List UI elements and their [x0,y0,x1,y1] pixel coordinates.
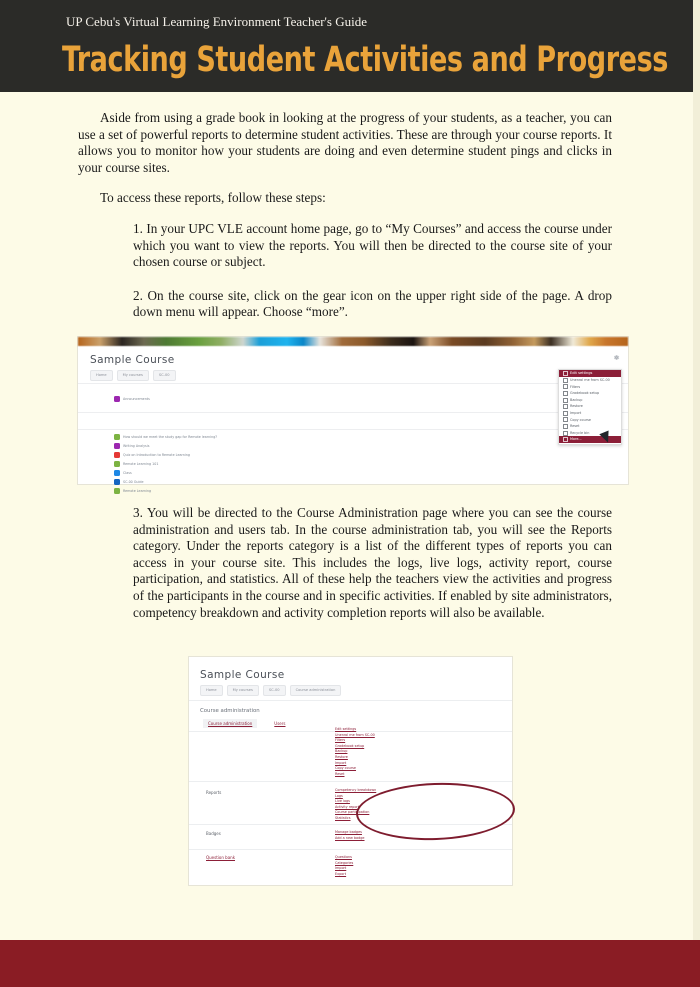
gear-dropdown-menu [558,369,622,445]
menu-item-label: Recycle bin [570,430,590,435]
reports-row-label: Reports [206,790,222,795]
activity-row[interactable] [114,443,149,449]
menu-item-label: Filters [570,384,581,389]
filter-icon [563,384,568,389]
breadcrumb-item[interactable]: Home [200,685,223,696]
gradebook-icon [563,391,568,396]
reports-highlight-ellipse [355,780,516,843]
report-link[interactable]: Logs [335,793,343,798]
badges-links-column [335,830,365,841]
menu-item[interactable] [559,403,621,410]
menu-item-label: Unenrol me from SC-00 [570,378,610,382]
report-link[interactable]: Course participation [335,810,370,815]
footer-text: UP Cebu's Virtual Learning Environment Teacher's Guide [66,14,367,29]
report-link[interactable]: Statistics [335,815,351,820]
forum-icon [114,396,120,402]
breadcrumb-item[interactable]: SC-00 [263,685,286,696]
activity-icon [114,470,120,476]
copy-course-icon [563,417,568,422]
admin-link[interactable]: Copy course [335,766,357,771]
menu-item[interactable] [559,384,621,391]
activity-row[interactable] [114,479,144,485]
unenrol-icon [563,378,568,383]
admin-link[interactable]: Import [335,760,347,765]
section-heading: Course administration [200,708,260,714]
activity-label: SC-00 Guide [123,479,144,484]
activity-label: Remote Learning [123,488,152,493]
breadcrumb-1 [90,370,176,381]
activity-label: Quiz on Introduction to Remote Learning [123,452,190,457]
step-3: 3. You will be directed to the Course Administration page where you can see the course administration and users tab. In the course administration tab, you will see the Reports category. Under the reports category is a list of the different types of reports you can access in your course site. This includes the logs, live logs, activity report, course participation, and statistics. All of these help the teachers view the activities and progress of the participants in the course and in specific activities. If enabled by site administrators, competency breakdown and activity completion reports will also be available. [133,505,612,620]
menu-item-label: Copy course [570,417,592,422]
breadcrumb-2 [200,685,341,696]
activity-row[interactable] [114,434,217,440]
tab-users[interactable]: Users [274,721,286,726]
admin-links-column [335,727,375,777]
restore-icon [563,404,568,409]
announcement-label: Announcements [123,396,150,401]
divider [189,781,512,782]
import-icon [563,411,568,416]
admin-link[interactable]: Gradebook setup [335,743,365,748]
menu-item-label: More... [570,437,582,442]
report-link[interactable]: Competency breakdown [335,788,377,792]
activity-icon [114,443,120,449]
menu-item[interactable] [559,377,621,384]
menu-item-label: Backup [570,397,583,402]
menu-item[interactable] [559,410,621,417]
intro-paragraph: Aside from using a grade book in looking at the progress of your students, as a teacher, you can use a set of powerful reports to determine student activities. These are through your course reports. It allows you to monitor how your students are doing and even determine student pings and clicks in your course sites. [78,110,612,175]
report-link[interactable]: Live logs [335,799,350,804]
activity-icon [114,434,120,440]
menu-item-label: Gradebook setup [570,391,600,396]
announcement-row[interactable] [114,396,150,402]
admin-link[interactable]: Unenrol me from SC-00 [335,732,375,737]
menu-item-label: Restore [570,404,583,409]
recycle-bin-icon [563,431,568,436]
steps-list-2 [133,505,612,621]
activity-label: How should we meet the study gap for Remote learning? [123,434,218,439]
steps-list [133,221,612,321]
question-bank-row-label[interactable]: Question bank [206,855,236,860]
admin-link[interactable]: Restore [335,754,348,759]
divider [78,412,628,413]
divider [189,700,512,701]
menu-item[interactable] [559,390,621,397]
activity-icon [114,452,120,458]
right-edge-stripe [693,0,700,940]
menu-item[interactable] [559,417,621,424]
activity-label: Writing Analysis [123,443,150,448]
breadcrumb-item[interactable]: SC-00 [153,370,176,381]
activity-icon [114,479,120,485]
gear-icon[interactable] [613,354,620,361]
breadcrumb-item[interactable]: Course administration [290,685,342,696]
screenshot-course-site [77,336,629,493]
admin-link[interactable]: Backup [335,749,348,754]
activity-row[interactable] [114,488,151,494]
step-3-wrapper [78,505,612,638]
menu-item-label: Import [570,410,582,415]
tab-course-administration[interactable]: Course administration [203,719,257,728]
admin-link[interactable]: Reset [335,771,345,776]
reset-icon [563,424,568,429]
step-2: 2. On the course site, click on the gear icon on the upper right side of the page. A drop down menu will appear. Choose “more”. [133,287,612,320]
course-banner-image [78,337,628,346]
admin-link[interactable]: Filters [335,738,346,743]
menu-item[interactable] [559,397,621,404]
question-link[interactable]: Categories [335,860,354,865]
divider [78,429,628,430]
page-title: Tracking Student Activities and Progress [62,40,668,80]
access-paragraph: To access these reports, follow these steps: [100,190,326,206]
menu-header-label: Edit settings [570,371,593,375]
activity-icon [114,461,120,467]
screenshot-course-administration [188,656,513,886]
question-link[interactable]: Import [335,866,347,871]
divider [189,849,512,850]
activity-row[interactable] [114,461,158,467]
activity-label: Class [123,470,132,475]
backup-icon [563,398,568,403]
admin-link[interactable]: Edit settings [335,727,357,731]
step-1: 1. In your UPC VLE account home page, go to “My Courses” and access the course under which you want to view the reports. You will then be directed to the course site of your chosen course or subject. [133,220,612,270]
report-link[interactable]: Activity report [335,804,360,809]
menu-item-label: Reset [570,424,580,429]
question-bank-links-column [335,855,353,877]
admin-tabs [203,719,291,728]
document-content [78,110,612,338]
activity-row[interactable] [114,452,190,458]
question-link[interactable]: Export [335,871,347,876]
divider [78,383,628,384]
footer-band [0,940,700,987]
menu-header[interactable] [559,370,621,377]
more-icon [563,437,568,442]
breadcrumb-item[interactable]: Home [90,370,113,381]
menu-item[interactable] [559,423,621,430]
activity-row[interactable] [114,470,132,476]
settings-icon [563,371,568,376]
course-title-2: Sample Course [200,669,285,681]
activity-icon [114,488,120,494]
breadcrumb-item[interactable]: My courses [227,685,259,696]
badge-link[interactable]: Manage badges [335,830,362,834]
breadcrumb-item[interactable]: My courses [117,370,149,381]
menu-item[interactable] [559,430,621,437]
badges-row-label: Badges [206,831,221,836]
course-title-1: Sample Course [90,354,175,366]
badge-link[interactable]: Add a new badge [335,835,365,840]
question-link[interactable]: Questions [335,855,352,859]
activity-label: Remote Learning 101 [123,461,159,466]
